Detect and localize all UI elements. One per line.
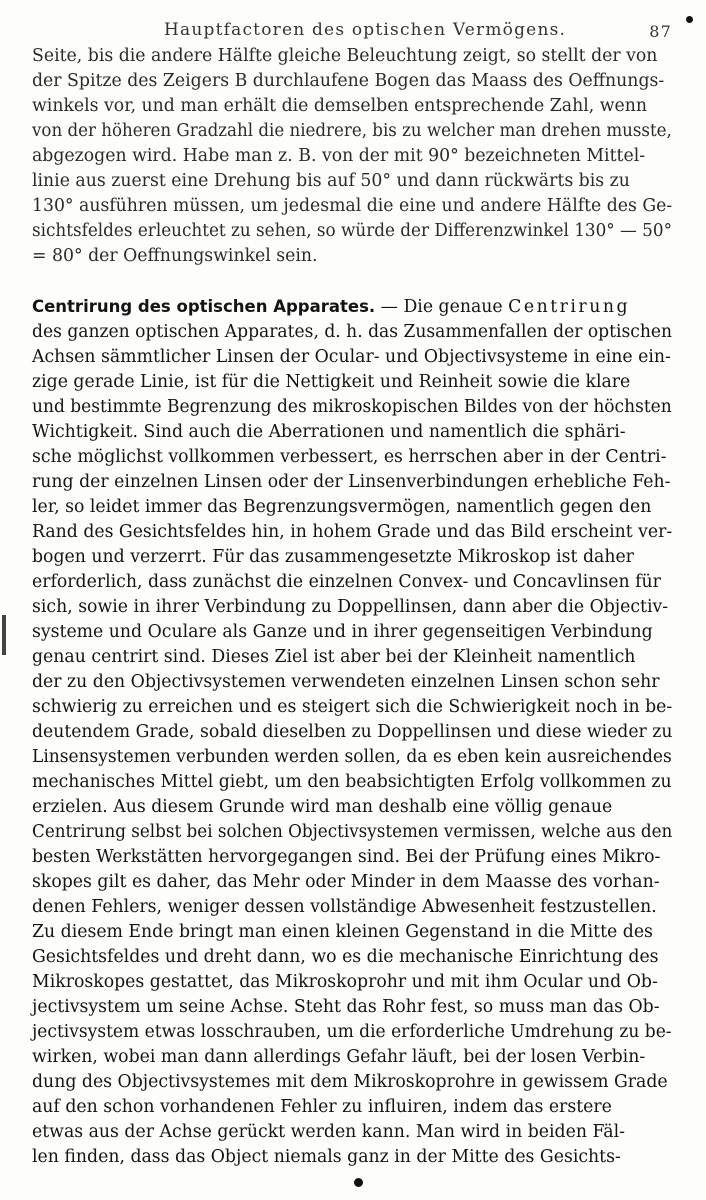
- text-line: denen Fehlers, weniger dessen vollständige Abwesenheit festzustellen.: [32, 897, 657, 917]
- text-line: mechanisches Mittel giebt, um den beabsichtigten Erfolg vollkommen zu: [32, 772, 672, 792]
- text-line: Centrirung selbst bei solchen Objectivsystemen vermissen, welche aus den: [32, 822, 673, 842]
- book-page: [32, 14, 672, 1170]
- text-line: jectivsystem um seine Achse. Steht das Rohr fest, so muss man das Ob-: [32, 997, 660, 1017]
- text-line: der Spitze des Zeigers B durchlaufene Bogen das Maass des Oeffnungs-: [32, 71, 665, 91]
- text-line: len finden, dass das Object niemals ganz in der Mitte des Gesichts-: [32, 1147, 621, 1167]
- text-line: = 80° der Oeffnungswinkel sein.: [32, 246, 318, 266]
- text-line: Gesichtsfeldes und dreht dann, wo es die mechanische Einrichtung des: [32, 947, 659, 967]
- text-line: erforderlich, dass zunächst die einzelnen Convex- und Concavlinsen für: [32, 572, 661, 592]
- text-line: dung des Objectivsystemes mit dem Mikroskoprohre in gewissem Grade: [32, 1072, 668, 1092]
- text-line: Zu diesem Ende bringt man einen kleinen Gegenstand in die Mitte des: [32, 922, 653, 942]
- ink-speck: [686, 16, 693, 23]
- text-line: besten Werkstätten hervorgegangen sind. Bei der Prüfung eines Mikro-: [32, 847, 661, 867]
- text-line: auf den schon vorhandenen Fehler zu influiren, indem das erstere: [32, 1097, 612, 1117]
- text-line: bogen und verzerrt. Für das zusammengesetzte Mikroskop ist daher: [32, 547, 634, 567]
- text-line: abgezogen wird. Habe man z. B. von der mit 90° bezeichneten Mittel-: [32, 146, 646, 166]
- emphasized-word: Centrirung: [508, 297, 631, 317]
- text-line: Wichtigkeit. Sind auch die Aberrationen und namentlich die sphäri-: [32, 422, 626, 442]
- text-line: sichtsfeldes erleuchtet zu sehen, so würde der Differenzwinkel 130° — 50°: [32, 221, 672, 241]
- running-title: Hauptfactoren des optischen Vermögens.: [164, 20, 567, 40]
- text-line: des ganzen optischen Apparates, d. h. das Zusammenfallen der optischen: [32, 322, 673, 342]
- running-header: [32, 14, 672, 44]
- paragraph-oeffnungswinkel: [32, 44, 672, 269]
- heading-dash: — Die genaue: [375, 297, 509, 317]
- page-number: 87: [649, 22, 672, 41]
- page-edge-mark: [2, 615, 6, 655]
- text-line: skopes gilt es daher, das Mehr oder Minder in dem Maasse des vorhan-: [32, 872, 660, 892]
- text-line: 130° ausführen müssen, um jedesmal die eine und andere Hälfte des Ge-: [32, 196, 673, 216]
- text-line: ler, so leidet immer das Begrenzungsvermögen, namentlich gegen den: [32, 497, 652, 517]
- text-line: Rand des Gesichtsfeldes hin, in hohem Grade und das Bild erscheint ver-: [32, 522, 673, 542]
- text-line: schwierig zu erreichen und es steigert sich die Schwierigkeit noch in be-: [32, 697, 673, 717]
- text-line: Seite, bis die andere Hälfte gleiche Beleuchtung zeigt, so stellt der von: [32, 46, 658, 66]
- text-line: deutendem Grade, sobald dieselben zu Doppellinsen und diese wieder zu: [32, 722, 673, 742]
- section-heading: Centrirung des optischen Apparates.: [32, 297, 376, 316]
- text-line: rung der einzelnen Linsen oder der Linsenverbindungen erhebliche Feh-: [32, 472, 671, 492]
- text-line: der zu den Objectivsystemen verwendeten einzelnen Linsen schon sehr: [32, 672, 660, 692]
- text-line: systeme und Oculare als Ganze und in ihrer gegenseitigen Verbindung: [32, 622, 653, 642]
- text-line: wirken, wobei man dann allerdings Gefahr läuft, bei der losen Verbin-: [32, 1047, 646, 1067]
- text-line: und bestimmte Begrenzung des mikroskopischen Bildes von der höchsten: [32, 397, 672, 417]
- text-line: Achsen sämmtlicher Linsen der Ocular- und Objectivsysteme in eine ein-: [32, 347, 671, 367]
- text-line: zige gerade Linie, ist für die Nettigkeit und Reinheit sowie die klare: [32, 372, 631, 392]
- text-line: sich, sowie in ihrer Verbindung zu Doppellinsen, dann aber die Objectiv-: [32, 597, 669, 617]
- text-line: etwas aus der Achse gerückt werden kann. Man wird in beiden Fäl-: [32, 1122, 625, 1142]
- text-line: sche möglichst vollkommen verbessert, es herrschen aber in der Centri-: [32, 447, 667, 467]
- text-line: linie aus zuerst eine Drehung bis auf 50° und dann rückwärts bis zu: [32, 171, 630, 191]
- text-line: [32, 294, 672, 320]
- text-line: von der höheren Gradzahl die niedrere, bis zu welcher man drehen musste,: [32, 121, 672, 141]
- text-line: erzielen. Aus diesem Grunde wird man deshalb eine völlig genaue: [32, 797, 613, 817]
- text-line: genau centrirt sind. Dieses Ziel ist aber bei der Kleinheit namentlich: [32, 647, 636, 667]
- ink-speck: [354, 1178, 363, 1187]
- text-line: winkels vor, und man erhält die demselben entsprechende Zahl, wenn: [32, 96, 647, 116]
- text-line: Linsensystemen verbunden werden sollen, da es eben kein ausreichendes: [32, 747, 672, 767]
- paragraph-centrirung: [32, 294, 672, 1170]
- text-line: Mikroskopes gestattet, das Mikroskoprohr und mit ihm Ocular und Ob-: [32, 972, 658, 992]
- text-line: jectivsystem etwas losschrauben, um die erforderliche Umdrehung zu be-: [32, 1022, 672, 1042]
